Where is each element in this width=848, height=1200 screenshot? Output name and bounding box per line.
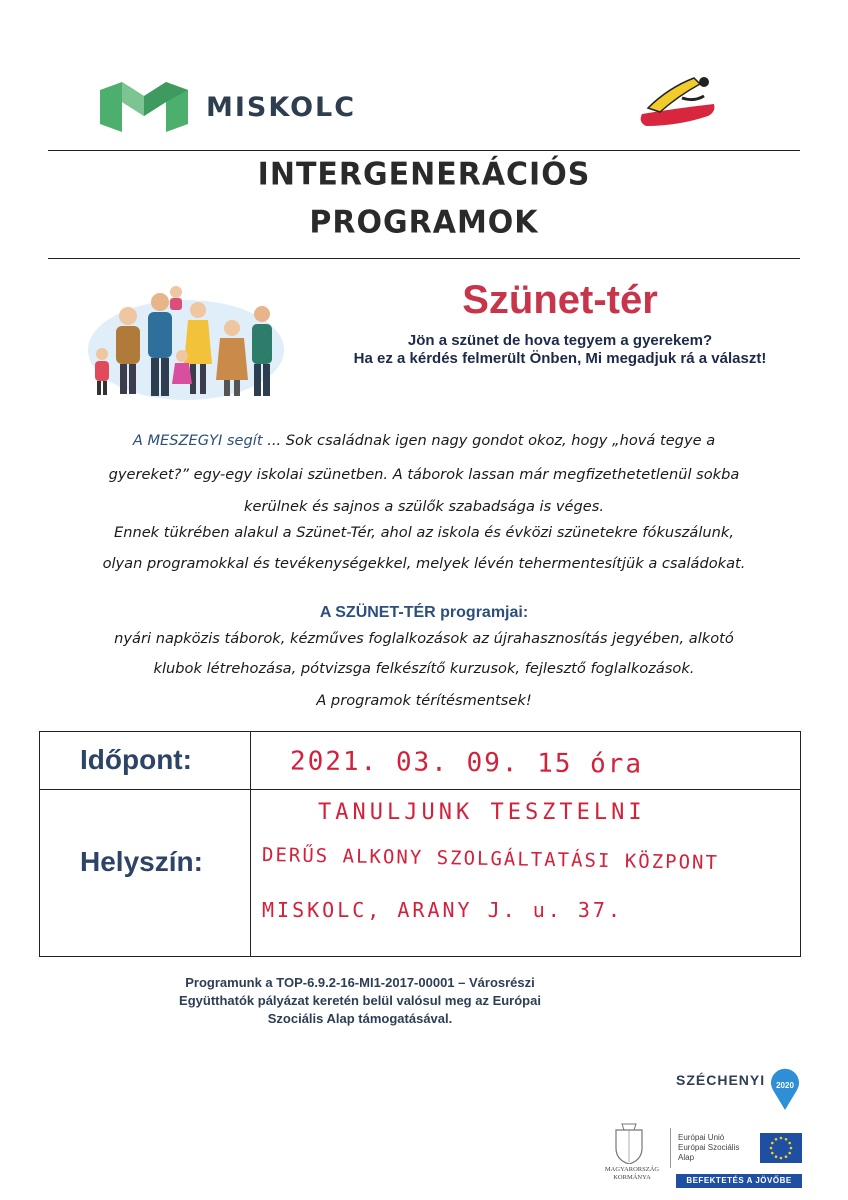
invest-banner: BEFEKTETÉS A JÖVŐBE [676,1174,802,1188]
eu-label-line-1: Európai Unió [678,1133,725,1142]
header-divider-top [48,150,800,151]
intro-lead: A MESZEGYI segít [132,432,263,449]
intro-line-2: gyereket?” egy-egy iskolai szünetben. A táborok lassan már megfizethetetlenül sokba [108,466,740,483]
place-label: Helyszín: [80,846,203,877]
intro-line-4: Ennek tükrében alakul a Szünet-Tér, ahol az iskola és évközi szünetekre fókuszálunk, [113,524,735,541]
miskolc-logo-icon [100,82,188,132]
place-value-line-1: TANULJUNK TESZTELNI [318,800,646,825]
hero-question-2: Ha ez a kérdés felmerült Önben, Mi megadjuk rá a választ! [353,350,767,367]
location-pin-icon [770,1068,800,1110]
intro-line-3: kerülnek és sajnos a szülők szabadsága is véges. [244,498,604,515]
funding-note-line-3: Szociális Alap támogatásával. [267,1011,453,1026]
program-title-line-1: INTERGENERÁCIÓS [257,156,591,193]
programs-line-1: nyári napközis táborok, kézműves foglalkozások az újrahasznosítás jegyében, alkotó [114,630,734,647]
eu-label-line-2: Európai Szociális [678,1143,740,1152]
time-label: Időpont: [80,744,192,775]
intro-line-1 [40,432,808,449]
table-row-divider [39,789,801,790]
government-label: MAGYARORSZÁG KORMÁNYA [604,1166,660,1181]
hero-question-1: Jön a szünet de hova tegyem a gyerekem? [407,332,713,349]
programs-heading: A SZÜNET-TÉR programjai: [319,604,529,621]
eu-flag-icon [760,1133,802,1163]
intro-line-5: olyan programokkal és tevékenységekkel, melyek lévén tehermentesítjük a családokat. [102,555,746,572]
place-value-line-3: MISKOLC, ARANY J. u. 37. [262,898,623,922]
programs-line-3: A programok térítésmentsek! [316,692,532,709]
programs-line-2: klubok létrehozása, pótvizsga felkészítő kurzusok, fejlesztő foglalkozások. [153,660,695,677]
eu-label-line-3: Alap [678,1153,695,1162]
header-divider-bottom [48,258,800,259]
table-column-divider [250,731,251,957]
family-illustration [86,280,286,404]
funding-note-line-1: Programunk a TOP-6.9.2-16-MI1-2017-00001 – Városrészi [185,975,535,990]
program-title-line-2: PROGRAMOK [309,204,539,241]
intro-line-1-rest: ... Sok családnak igen nagy gondot okoz, hogy „hová tegye a [262,432,716,449]
szechenyi-label: SZÉCHENYI [676,1072,766,1088]
place-value-line-2: DERŰS ALKONY SZOLGÁLTATÁSI KÖZPONT [261,844,720,874]
szechenyi-year: 2020 [776,1081,794,1090]
government-emblem-icon [612,1122,646,1164]
runner-logo-icon [638,68,718,134]
eu-divider [670,1128,671,1168]
funding-note-line-2: Együtthatók pályázat keretén belül valósul meg az Európai [179,993,541,1008]
time-value: 2021. 03. 09. 15 óra [289,746,644,780]
eu-label [678,1133,739,1163]
logo-text: MISKOLC [206,92,357,123]
event-title: Szünet-tér [462,278,658,322]
